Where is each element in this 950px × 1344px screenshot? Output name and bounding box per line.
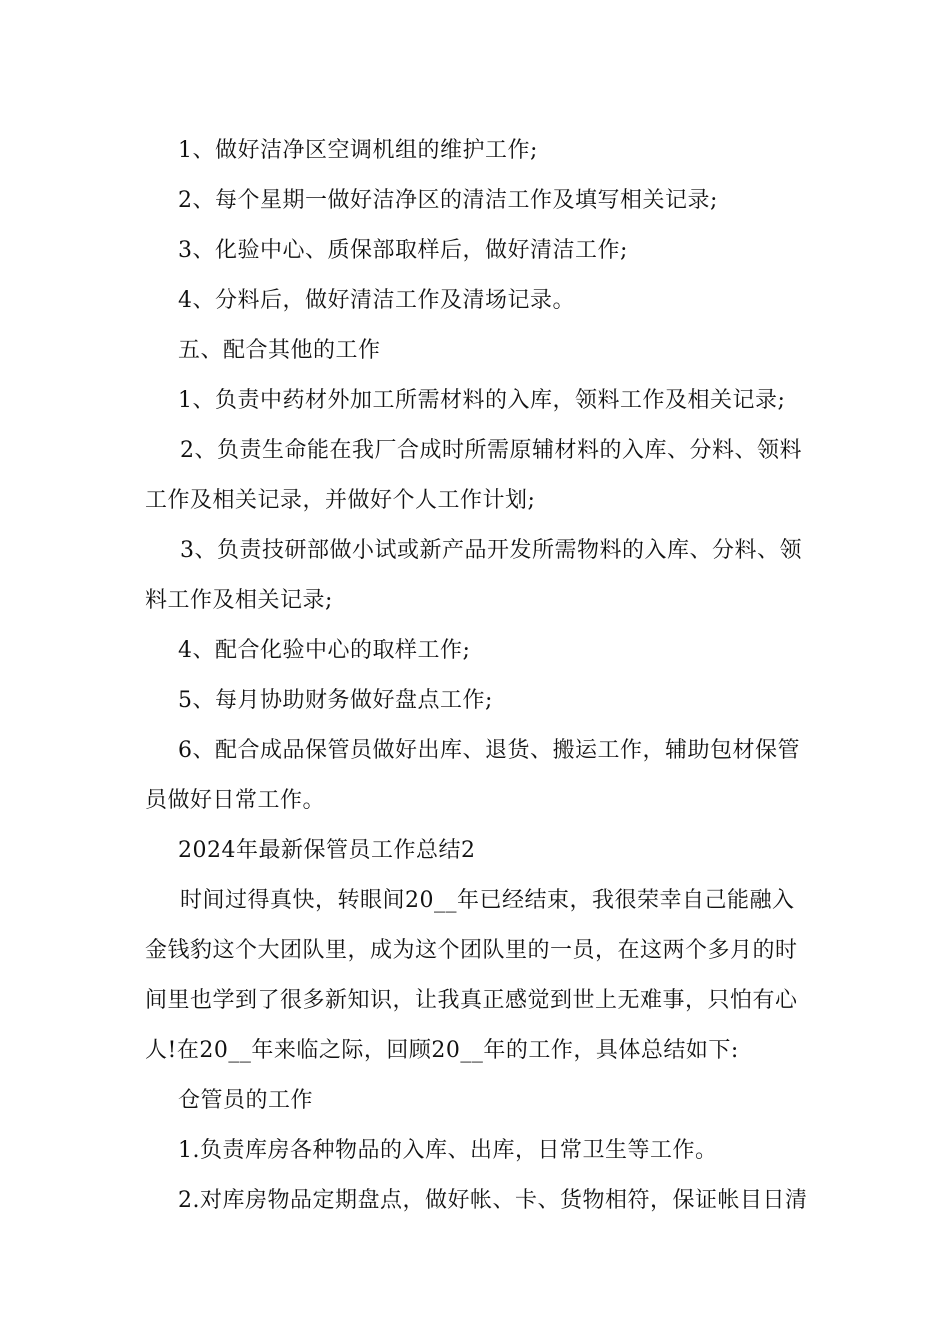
list-item: 4、分料后，做好清洁工作及清场记录。	[178, 288, 575, 313]
list-item: 2、每个星期一做好洁净区的清洁工作及填写相关记录;	[178, 188, 718, 213]
list-item-continuation: 料工作及相关记录;	[145, 588, 333, 613]
paragraph-line: 金钱豹这个大团队里，成为这个团队里的一员，在这两个多月的时	[145, 938, 798, 963]
paragraph-line: 间里也学到了很多新知识，让我真正感觉到世上无难事，只怕有心	[145, 988, 798, 1013]
paragraph-line: 人!在20__年来临之际，回顾20__年的工作，具体总结如下:	[145, 1038, 739, 1063]
section-title: 2024年最新保管员工作总结2	[178, 838, 476, 863]
section-heading: 五、配合其他的工作	[178, 338, 381, 363]
list-item: 5、每月协助财务做好盘点工作;	[178, 688, 493, 713]
paragraph-line: 时间过得真快，转眼间20__年已经结束，我很荣幸自己能融入	[180, 888, 795, 913]
list-item: 6、配合成品保管员做好出库、退货、搬运工作，辅助包材保管	[178, 738, 800, 763]
section-heading: 仓管员的工作	[178, 1088, 314, 1113]
list-item: 2.对库房物品定期盘点，做好帐、卡、货物相符，保证帐目日清	[178, 1188, 808, 1213]
list-item-continuation: 员做好日常工作。	[145, 788, 326, 813]
list-item: 1、负责中药材外加工所需材料的入库，领料工作及相关记录;	[178, 388, 786, 413]
list-item: 1.负责库房各种物品的入库、出库，日常卫生等工作。	[178, 1138, 718, 1163]
list-item-continuation: 工作及相关记录，并做好个人工作计划;	[145, 488, 536, 513]
list-item: 3、化验中心、质保部取样后，做好清洁工作;	[178, 238, 628, 263]
list-item: 4、配合化验中心的取样工作;	[178, 638, 471, 663]
list-item: 1、做好洁净区空调机组的维护工作;	[178, 138, 538, 163]
list-item: 2、负责生命能在我厂合成时所需原辅材料的入库、分料、领料	[180, 438, 802, 463]
list-item: 3、负责技研部做小试或新产品开发所需物料的入库、分料、领	[180, 538, 802, 563]
